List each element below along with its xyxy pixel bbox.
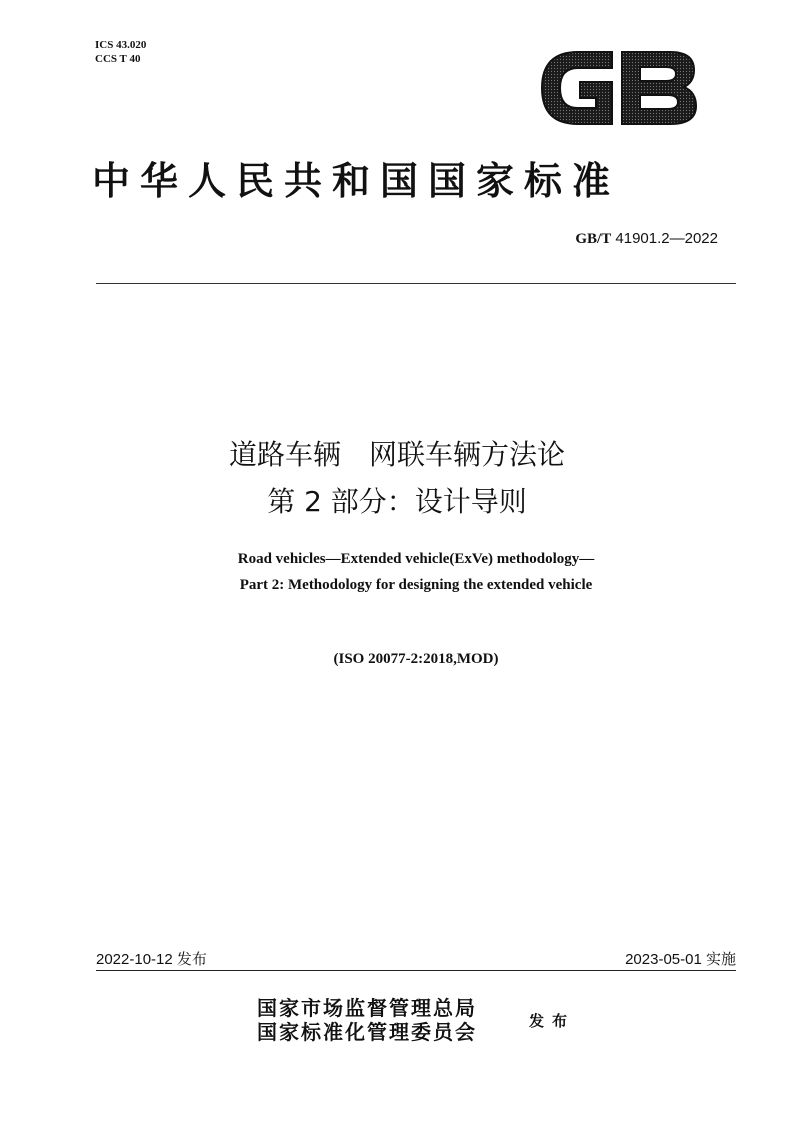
publish-label: 发布 (529, 1012, 576, 1030)
iso-reference: (ISO 20077-2:2018,MOD) (333, 651, 499, 667)
footer-divider (96, 970, 736, 971)
title-en-line1: Road vehicles—Extended vehicle(ExVe) methodology— (237, 551, 595, 567)
issuer-line2: 国家标准化管理委员会 (257, 1020, 477, 1044)
title-en-line2: Part 2: Methodology for designing the extended vehicle (239, 577, 593, 593)
classification-codes (95, 38, 146, 66)
issuing-authorities (257, 996, 477, 1044)
title-zh-line1: 道路车辆 网联车辆方法论 (228, 438, 565, 471)
standard-code: 41901.2—2022 (615, 230, 718, 247)
national-standard-title: 中华人民共和国国家标准 (92, 159, 621, 203)
issuer-line1: 国家市场监督管理总局 (257, 996, 477, 1020)
gb-logo (538, 46, 698, 130)
ccs-code: CCS T 40 (95, 53, 141, 65)
title-zh-line2: 第 2 部分：设计导则 (267, 485, 527, 518)
standard-number (575, 230, 718, 248)
publish-date: 2022-10-12 发布 (96, 951, 207, 968)
standard-prefix: GB/T (575, 231, 612, 247)
header-divider (96, 283, 736, 284)
effective-date: 2023-05-01 实施 (625, 951, 736, 968)
ics-code: ICS 43.020 (95, 39, 147, 51)
